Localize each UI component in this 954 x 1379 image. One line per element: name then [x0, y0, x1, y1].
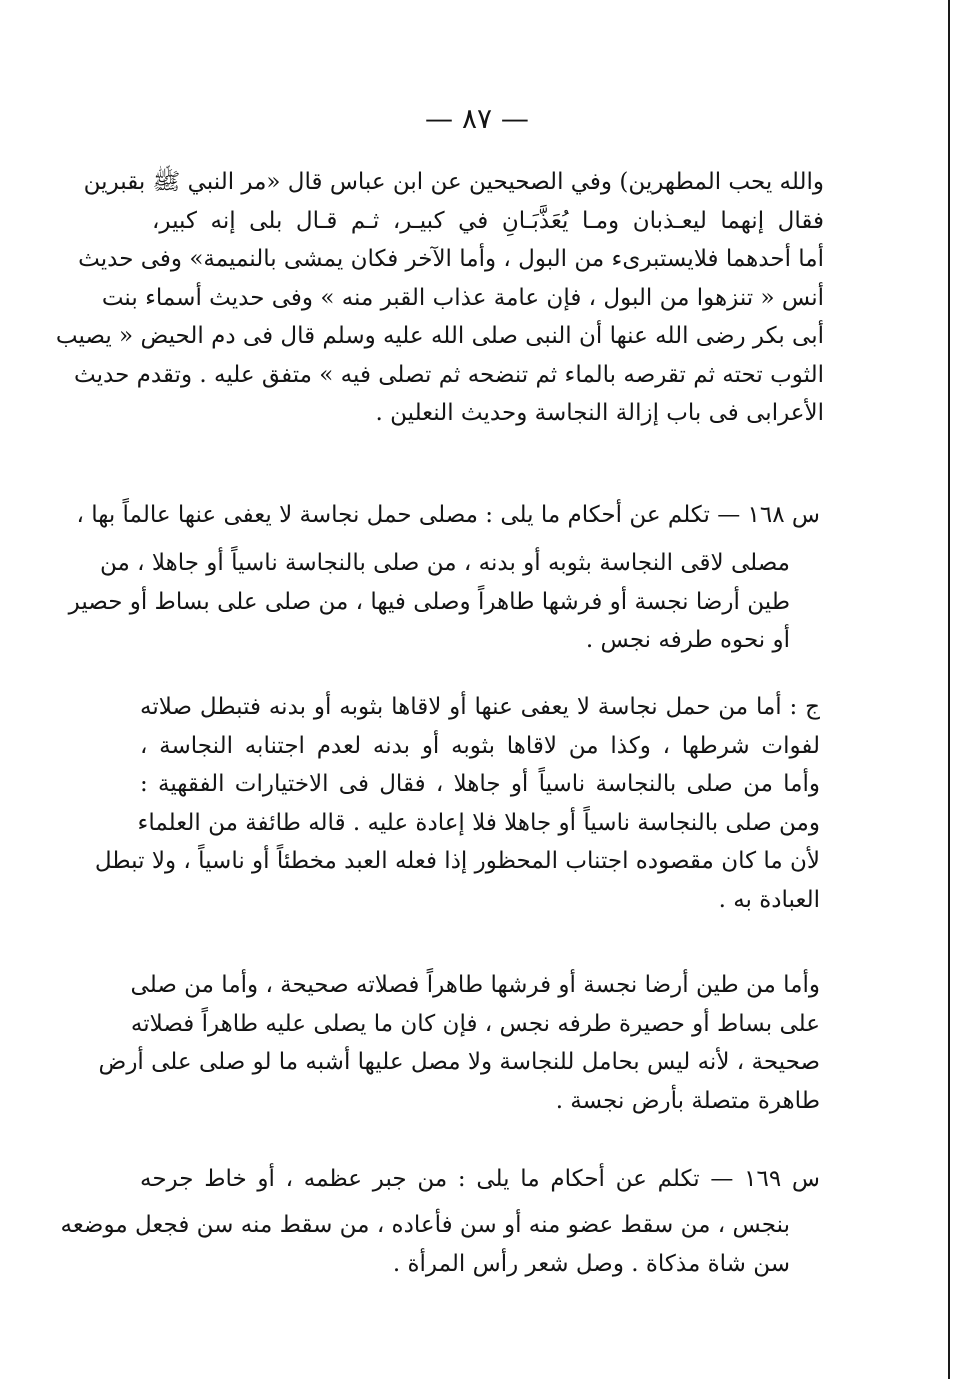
answer-line: لفوات شرطها ، وكذا من لاقاها بثوبه أو بدنه لعدم اجتنابه النجاسة ، — [140, 732, 820, 759]
text-line: صحيحة ، لأنه ليس بحامل للنجاسة ولا مصل عليها أشبه ما لو صلى على أرض — [98, 1049, 820, 1075]
question-169-heading — [140, 1160, 820, 1199]
text-line: وأما من طين أرضا نجسة أو فرشها طاهراً فصلاته صحيحة ، وأما من صلى — [130, 972, 820, 998]
answer-line: ومن صلى بالنجاسة ناسياً أو جاهلا فلا إعادة عليه . قاله طائفة من العلماء — [137, 809, 820, 836]
question-line: مصلى لاقى النجاسة بثوبه أو بدنه ، من صلى بالنجاسة ناسياً أو جاهلا ، من — [100, 550, 790, 576]
question-line: س ١٦٩ — تكلم عن أحكام ما يلى : من جبر عظمه ، أو خاط جرحه — [140, 1166, 820, 1192]
question-line: بنجس ، من سقط عضو منه أو سن فأعاده ، من سقط منه سن فجعل موضعه — [60, 1212, 790, 1238]
answer-168-continuation — [98, 966, 820, 1120]
text-line: أبى بكر رضى الله عنها أن النبى صلى الله عليه وسلم قال فى دم الحيض « يصيب — [55, 323, 824, 349]
answer-168 — [94, 688, 820, 919]
question-168-body — [68, 544, 790, 660]
text-line: طاهرة متصلة بأرض نجسة . — [555, 1087, 820, 1114]
text-line: الثوب تحته ثم تقرصه بالماء ثم تنضحه ثم تصلى فيه » متفق عليه . وتقدم حديث — [74, 361, 824, 388]
answer-line: لأن ما كان مقصوده اجتناب المحظور إذا فعله العبد مخطئاً أو ناسياً ، ولا تبطل — [94, 848, 820, 874]
paragraph-hadith-purity — [55, 163, 824, 433]
question-line: أو نحوه طرفه نجس . — [585, 627, 790, 653]
question-line: طين أرضا نجسة أو فرشها طاهراً وصلى فيها ، من صلى على بساط أو حصير — [68, 588, 790, 615]
page-number: — ٨٧ — — [425, 102, 529, 135]
text-line: الأعرابى فى باب إزالة النجاسة وحديث النعلين . — [375, 400, 824, 426]
page-binding-edge — [948, 0, 950, 1379]
text-line: على بساط أو حصيرة طرفه نجس ، فإن كان ما يصلى عليه طاهراً فصلاته — [130, 1010, 820, 1037]
answer-line: العبادة به . — [718, 886, 820, 913]
text-line: فقال إنهما ليعـذبان ومـا يُعَذَّبَـانِ في كبيـر، ثـم قـال بلى إنه كبير، — [152, 207, 824, 234]
answer-line: ج : أما من حمل نجاسة لا يعفى عنها أو لاقاها بثوبه أو بدنه فتبطل صلاته — [140, 694, 820, 720]
question-line: سن شاة مذكاة . وصل شعر رأس المرأة . — [392, 1250, 790, 1277]
text-line: أما أحدهما فلايستبرىء من البول ، وأما الآخر فكان يمشى بالنميمة» وفى حديث — [78, 246, 824, 272]
question-168-heading — [76, 496, 820, 535]
text-line: والله يحب المطهرين) وفي الصحيحين عن ابن عباس قال «مر النبي ﷺ بقبرين — [83, 169, 824, 195]
question-169-body — [60, 1206, 790, 1283]
question-line: س ١٦٨ — تكلم عن أحكام ما يلى : مصلى حمل نجاسة لا يعفى عنها عالماً بها ، — [76, 502, 820, 528]
text-line: أنس « تنزهوا من البول ، فإن عامة عذاب القبر منه » وفى حديث أسماء بنت — [101, 284, 824, 311]
answer-line: وأما من صلى بالنجاسة ناسياً أو جاهلا ، فقال فى الاختيارات الفقهية : — [140, 771, 820, 797]
